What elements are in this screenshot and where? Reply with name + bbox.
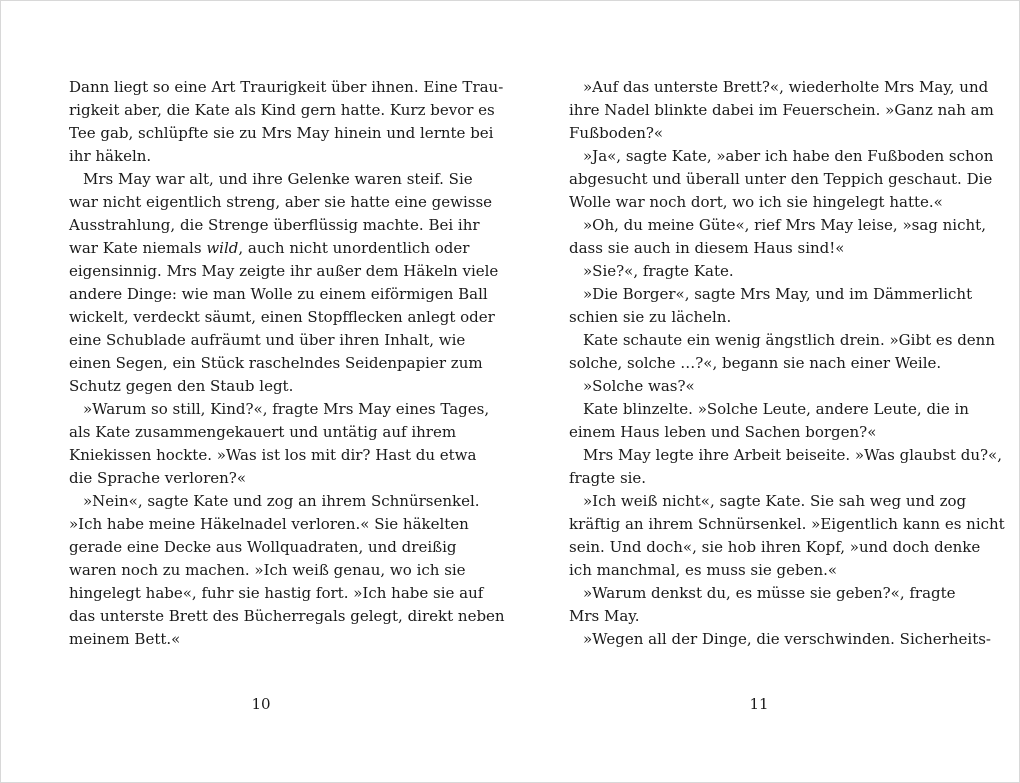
text-line: Tee gab, schlüpfte sie zu Mrs May hinein und lernte bei: [69, 124, 494, 142]
text-line: Dann liegt so eine Art Traurigkeit über ihnen. Eine Trau-: [69, 78, 504, 96]
text-line: »Oh, du meine Güte«, rief Mrs May leise, »sag nicht,: [583, 216, 986, 234]
text-line: Ausstrahlung, die Strenge überflüssig machte. Bei ihr: [69, 216, 480, 234]
text-line: das unterste Brett des Bücherregals gelegt, direkt neben: [69, 607, 505, 625]
text-line: »Auf das unterste Brett?«, wiederholte Mrs May, und: [583, 78, 989, 96]
text-line: »Warum so still, Kind?«, fragte Mrs May eines Tages,: [83, 400, 490, 418]
text-line: gerade eine Decke aus Wollquadraten, und dreißig: [69, 538, 457, 556]
text-line: »Nein«, sagte Kate und zog an ihrem Schnürsenkel.: [83, 492, 480, 510]
text-line: eine Schublade aufräumt und über ihren Inhalt, wie: [69, 331, 466, 349]
text-line: »Ich habe meine Häkelnadel verloren.« Sie häkelten: [69, 515, 469, 533]
text-line: fragte sie.: [569, 469, 647, 487]
text-line: als Kate zusammengekauert und untätig auf ihrem: [69, 423, 457, 441]
text-line: ich manchmal, es muss sie geben.«: [569, 561, 838, 579]
right-page-text: [569, 76, 1005, 651]
text-line: dass sie auch in diesem Haus sind!«: [569, 239, 845, 257]
text-line: Kniekissen hockte. »Was ist los mit dir? Hast du etwa: [69, 446, 477, 464]
text-line: kräftig an ihrem Schnürsenkel. »Eigentlich kann es nicht: [569, 515, 1005, 533]
text-line: ihre Nadel blinkte dabei im Feuerschein. »Ganz nah am: [569, 101, 994, 119]
text-line: Mrs May legte ihre Arbeit beiseite. »Was glaubst du?«,: [583, 446, 1002, 464]
text-line: »Ich weiß nicht«, sagte Kate. Sie sah weg und zog: [583, 492, 967, 510]
text-line: Fußboden?«: [569, 124, 664, 142]
text-line: »Die Borger«, sagte Mrs May, und im Dämmerlicht: [583, 285, 973, 303]
text-line: »Ja«, sagte Kate, »aber ich habe den Fußboden schon: [583, 147, 994, 165]
emphasized-word: wild: [206, 239, 239, 257]
text-line: abgesucht und überall unter den Teppich geschaut. Die: [569, 170, 993, 188]
text-line: war nicht eigentlich streng, aber sie hatte eine gewisse: [69, 193, 493, 211]
text-line-with-emphasis: [69, 237, 470, 260]
text-line: die Sprache verloren?«: [69, 469, 247, 487]
text-line: »Warum denkst du, es müsse sie geben?«, fragte: [583, 584, 956, 602]
text-line: eigensinnig. Mrs May zeigte ihr außer dem Häkeln viele: [69, 262, 499, 280]
text-line: meinem Bett.«: [69, 630, 181, 648]
text-line: »Sie?«, fragte Kate.: [583, 262, 734, 280]
text-line: Kate schaute ein wenig ängstlich drein. »Gibt es denn: [583, 331, 996, 349]
text-fragment: , auch nicht unordentlich oder: [238, 239, 470, 257]
text-line: rigkeit aber, die Kate als Kind gern hatte. Kurz bevor es: [69, 101, 495, 119]
text-line: waren noch zu machen. »Ich weiß genau, wo ich sie: [69, 561, 466, 579]
text-line: hingelegt habe«, fuhr sie hastig fort. »Ich habe sie auf: [69, 584, 484, 602]
left-page-text: [69, 76, 505, 651]
text-line: einem Haus leben und Sachen borgen?«: [569, 423, 877, 441]
text-line: »Solche was?«: [583, 377, 695, 395]
text-line: Schutz gegen den Staub legt.: [69, 377, 294, 395]
text-line: andere Dinge: wie man Wolle zu einem eiförmigen Ball: [69, 285, 488, 303]
text-line: Mrs May war alt, und ihre Gelenke waren steif. Sie: [83, 170, 473, 188]
text-line: einen Segen, ein Stück raschelndes Seidenpapier zum: [69, 354, 483, 372]
text-line: wickelt, verdeckt säumt, einen Stopfflecken anlegt oder: [69, 308, 495, 326]
text-line: solche, solche …?«, begann sie nach einer Weile.: [569, 354, 942, 372]
text-line: sein. Und doch«, sie hob ihren Kopf, »und doch denke: [569, 538, 981, 556]
text-line: Wolle war noch dort, wo ich sie hingelegt hatte.«: [569, 193, 943, 211]
page-number-left: 10: [251, 695, 271, 713]
page-number-right: 11: [749, 695, 769, 713]
text-line: schien sie zu lächeln.: [569, 308, 732, 326]
text-line: »Wegen all der Dinge, die verschwinden. Sicherheits-: [583, 630, 991, 648]
text-line: ihr häkeln.: [69, 147, 152, 165]
text-line: Kate blinzelte. »Solche Leute, andere Leute, die in: [583, 400, 969, 418]
text-line: Mrs May.: [569, 607, 640, 625]
text-fragment: war Kate niemals: [69, 239, 207, 257]
